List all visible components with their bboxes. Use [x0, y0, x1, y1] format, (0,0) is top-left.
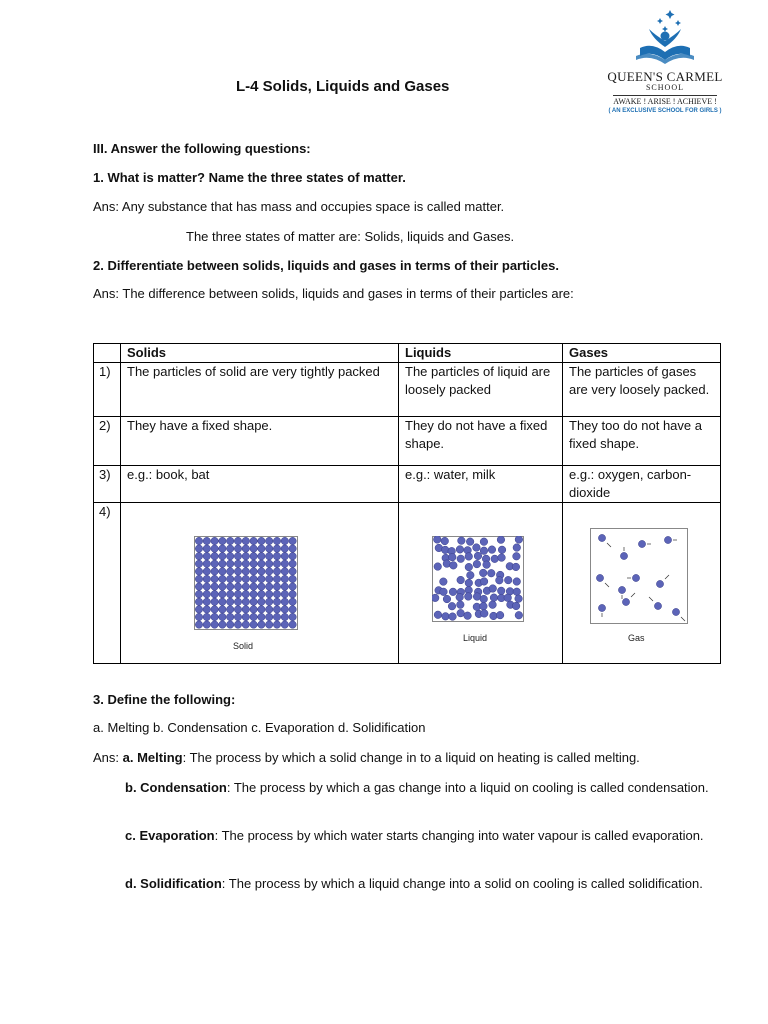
- liquid-particle: [483, 561, 491, 569]
- solid-particle: [242, 583, 249, 590]
- solid-particle: [203, 545, 210, 552]
- gas-particle: [672, 608, 679, 615]
- liquid-particle: [512, 563, 520, 571]
- solid-particle: [242, 545, 249, 552]
- solid-particle: [266, 583, 273, 590]
- solid-particle: [281, 621, 288, 628]
- solid-particle: [195, 575, 202, 582]
- solid-particle: [203, 568, 210, 575]
- solid-particle: [281, 591, 288, 598]
- solid-particle: [266, 568, 273, 575]
- solid-particle: [258, 537, 265, 544]
- gas-particles-illustration: [590, 528, 688, 624]
- liquid-particle: [480, 610, 488, 618]
- solid-particle: [219, 606, 226, 613]
- gas-cell: The particles of gases are very loosely packed.: [563, 363, 721, 417]
- solid-particle: [227, 621, 234, 628]
- definition-solidification: [125, 874, 715, 893]
- solid-particle: [273, 568, 280, 575]
- solid-particle: [258, 613, 265, 620]
- solid-particle: [234, 537, 241, 544]
- table-header-solids: Solids: [121, 344, 399, 363]
- solid-particle: [234, 568, 241, 575]
- liquid-particle: [490, 612, 498, 620]
- solid-particle: [234, 613, 241, 620]
- solid-particle: [234, 606, 241, 613]
- gas-particle: [654, 602, 661, 609]
- row-number: 3): [94, 466, 121, 503]
- solid-particle: [195, 545, 202, 552]
- solid-particle: [211, 583, 218, 590]
- solid-particle: [219, 560, 226, 567]
- question-3-items: a. Melting b. Condensation c. Evaporation d. Solidification: [93, 720, 426, 735]
- definition-text: : The process by which water starts changing into water vapour is called evaporation.: [214, 828, 704, 843]
- liquid-particle: [498, 546, 506, 554]
- solid-particle: [195, 591, 202, 598]
- liquid-particle: [458, 537, 466, 545]
- solid-particle: [211, 568, 218, 575]
- solid-particle: [227, 545, 234, 552]
- solid-particle: [203, 575, 210, 582]
- solid-particle: [219, 598, 226, 605]
- solid-particle: [250, 591, 257, 598]
- table-header-gases: Gases: [563, 344, 721, 363]
- definition-term: b. Condensation: [125, 780, 227, 795]
- solid-particle: [211, 575, 218, 582]
- solid-particle: [219, 537, 226, 544]
- solid-figure-label: Solid: [233, 641, 254, 651]
- solid-particle: [273, 560, 280, 567]
- answer-2: Ans: The difference between solids, liquids and gases in terms of their particles are:: [93, 286, 574, 301]
- definition-evaporation: [125, 826, 715, 845]
- page-title: L-4 Solids, Liquids and Gases: [236, 78, 450, 95]
- gas-figure-label: Gas: [628, 633, 645, 643]
- solid-particle: [273, 553, 280, 560]
- solid-particle: [195, 598, 202, 605]
- table-header-row: [94, 344, 721, 363]
- solid-particle: [289, 545, 296, 552]
- solid-particle: [281, 613, 288, 620]
- liquid-particle: [480, 547, 488, 555]
- liquid-particle: [488, 546, 496, 554]
- solid-cell: The particles of solid are very tightly packed: [121, 363, 399, 417]
- solid-particle: [266, 553, 273, 560]
- solid-particle: [227, 613, 234, 620]
- solid-particle: [195, 553, 202, 560]
- definition-text: : The process by which a solid change in to a liquid on heating is called melting.: [182, 750, 640, 765]
- liquid-particle: [441, 537, 449, 545]
- solid-particle: [250, 568, 257, 575]
- liquid-particle: [479, 569, 487, 577]
- solid-particle: [219, 568, 226, 575]
- solid-particle: [234, 583, 241, 590]
- liquid-particle: [513, 588, 521, 596]
- liquid-particle: [442, 613, 450, 621]
- solid-particle: [219, 583, 226, 590]
- liquid-particle: [457, 601, 465, 609]
- liquid-particle: [490, 594, 498, 602]
- table-header-num: [94, 344, 121, 363]
- solid-particle: [203, 621, 210, 628]
- liquid-particle: [496, 576, 504, 584]
- gas-particle: [638, 540, 645, 547]
- table-row: [94, 363, 721, 417]
- table-row: [94, 466, 721, 503]
- liquid-particle: [480, 578, 488, 586]
- solid-particle: [266, 575, 273, 582]
- question-1: 1. What is matter? Name the three states of matter.: [93, 170, 406, 185]
- solid-particle: [250, 575, 257, 582]
- liquid-particle: [491, 555, 499, 563]
- row-number: 2): [94, 417, 121, 466]
- gas-cell: e.g.: oxygen, carbon-dioxide: [563, 466, 721, 503]
- solid-particle: [203, 613, 210, 620]
- definition-text: : The process by which a liquid change into a solid on cooling is called solidification.: [221, 876, 703, 891]
- liquid-particle: [450, 562, 458, 570]
- liquid-particle: [464, 612, 472, 620]
- row-number: 4): [94, 503, 121, 664]
- solid-particle: [281, 606, 288, 613]
- liquid-particle: [443, 595, 451, 603]
- solid-particle: [258, 560, 265, 567]
- solid-particle: [234, 545, 241, 552]
- solid-particle: [289, 606, 296, 613]
- gas-particle: [618, 586, 625, 593]
- solid-particle: [211, 606, 218, 613]
- liquid-particle: [457, 609, 465, 617]
- solid-particle: [289, 560, 296, 567]
- solid-particle: [195, 621, 202, 628]
- liquid-particle: [473, 544, 481, 552]
- answer-prefix: Ans:: [93, 750, 120, 765]
- solid-particle: [273, 598, 280, 605]
- section-heading: III. Answer the following questions:: [93, 141, 311, 156]
- liquid-particle: [513, 578, 521, 586]
- solid-particle: [211, 545, 218, 552]
- liquid-particle: [449, 588, 457, 596]
- solid-particle: [258, 598, 265, 605]
- liquid-particle: [515, 536, 523, 543]
- solid-particle: [203, 537, 210, 544]
- solid-particle: [211, 553, 218, 560]
- solid-particle: [211, 560, 218, 567]
- solid-particle: [211, 598, 218, 605]
- liquid-particle: [433, 536, 441, 543]
- solid-particle: [227, 583, 234, 590]
- solid-particle: [211, 591, 218, 598]
- gas-particle: [598, 604, 605, 611]
- solid-particle: [281, 537, 288, 544]
- gas-figure-cell: [563, 503, 721, 664]
- solid-particle: [195, 613, 202, 620]
- liquid-particle: [473, 560, 481, 568]
- solid-particle: [219, 591, 226, 598]
- solid-particle: [258, 583, 265, 590]
- solid-particle: [266, 606, 273, 613]
- liquid-figure-cell: [399, 503, 563, 664]
- solid-particle: [250, 553, 257, 560]
- solid-particle: [273, 613, 280, 620]
- solid-particle: [195, 560, 202, 567]
- liquid-particle: [448, 602, 456, 610]
- solid-particle: [234, 621, 241, 628]
- liquid-particle: [489, 585, 497, 593]
- solid-particle: [289, 575, 296, 582]
- solid-particle: [211, 621, 218, 628]
- solid-particle: [250, 613, 257, 620]
- solid-particle: [242, 568, 249, 575]
- liquid-particle: [432, 594, 439, 602]
- solid-particle: [219, 575, 226, 582]
- liquid-cell: e.g.: water, milk: [399, 466, 563, 503]
- solid-particle: [250, 560, 257, 567]
- solid-particle: [273, 583, 280, 590]
- definition-term: a. Melting: [122, 750, 183, 765]
- school-logo: [596, 4, 734, 116]
- liquid-particle: [480, 538, 488, 546]
- solid-particle: [289, 583, 296, 590]
- solid-particle: [266, 598, 273, 605]
- liquid-particle: [515, 595, 523, 603]
- solid-particle: [273, 621, 280, 628]
- solid-particle: [242, 621, 249, 628]
- definition-text: : The process by which a gas change into a liquid on cooling is called condensation.: [226, 780, 709, 795]
- solid-particle: [258, 568, 265, 575]
- solid-particle: [273, 591, 280, 598]
- solid-particle: [258, 606, 265, 613]
- solid-particle: [266, 560, 273, 567]
- liquid-particle: [466, 538, 474, 546]
- liquid-particle: [448, 553, 456, 561]
- solid-particle: [281, 553, 288, 560]
- liquid-particle: [434, 563, 442, 571]
- solid-particle: [258, 545, 265, 552]
- solid-particle: [195, 568, 202, 575]
- solid-particle: [289, 568, 296, 575]
- solid-particle: [281, 545, 288, 552]
- solid-particle: [227, 591, 234, 598]
- definition-term: c. Evaporation: [125, 828, 215, 843]
- solid-particle: [289, 613, 296, 620]
- gas-particle: [664, 536, 671, 543]
- solid-particle: [234, 553, 241, 560]
- solid-particle: [281, 568, 288, 575]
- solid-particle: [211, 537, 218, 544]
- solid-particle: [219, 613, 226, 620]
- solid-particle: [258, 575, 265, 582]
- solid-particle: [219, 545, 226, 552]
- solid-particle: [281, 575, 288, 582]
- solid-particle: [250, 537, 257, 544]
- solid-particle: [242, 606, 249, 613]
- solid-particle: [219, 621, 226, 628]
- liquid-particle: [467, 571, 475, 579]
- solid-particles-illustration: [194, 536, 298, 630]
- definition-term: d. Solidification: [125, 876, 222, 891]
- solid-particle: [289, 537, 296, 544]
- solid-particle: [266, 591, 273, 598]
- liquid-particle: [496, 611, 504, 619]
- liquid-particle: [497, 587, 505, 595]
- solid-particle: [227, 598, 234, 605]
- solid-particle: [281, 598, 288, 605]
- liquid-particle: [487, 569, 495, 577]
- solid-particle: [289, 598, 296, 605]
- solid-particle: [250, 583, 257, 590]
- liquid-particle: [497, 536, 505, 544]
- gas-particle: [622, 598, 629, 605]
- solid-particle: [242, 560, 249, 567]
- liquid-particle: [489, 601, 497, 609]
- liquid-particle: [440, 578, 448, 586]
- liquid-particle: [504, 576, 512, 584]
- logo-school: SCHOOL: [645, 83, 684, 92]
- definition-melting: [93, 750, 640, 765]
- logo-tagline: ( AN EXCLUSIVE SCHOOL FOR GIRLS ): [608, 108, 722, 114]
- liquid-particle: [440, 588, 448, 596]
- definition-condensation: [125, 778, 715, 797]
- solid-particle: [203, 560, 210, 567]
- solid-particle: [203, 553, 210, 560]
- liquid-cell: They do not have a fixed shape.: [399, 417, 563, 466]
- solid-particle: [227, 575, 234, 582]
- liquid-particle: [513, 552, 521, 560]
- solid-particle: [289, 621, 296, 628]
- solid-particle: [227, 537, 234, 544]
- liquid-particle: [480, 602, 488, 610]
- solid-particle: [195, 537, 202, 544]
- solid-particle: [227, 568, 234, 575]
- liquid-particle: [465, 553, 473, 561]
- solid-cell: e.g.: book, bat: [121, 466, 399, 503]
- school-emblem-icon: [630, 4, 700, 70]
- solid-particle: [242, 598, 249, 605]
- solid-particle: [234, 560, 241, 567]
- question-3: 3. Define the following:: [93, 692, 236, 707]
- solid-particle: [250, 606, 257, 613]
- liquid-particle: [456, 593, 464, 601]
- solid-particle: [242, 613, 249, 620]
- gas-particle: [620, 552, 627, 559]
- solid-particle: [219, 553, 226, 560]
- solid-particle: [242, 575, 249, 582]
- solid-particle: [266, 621, 273, 628]
- liquid-particle: [504, 594, 512, 602]
- solid-particle: [195, 606, 202, 613]
- liquid-particle: [457, 576, 465, 584]
- row-number: 1): [94, 363, 121, 417]
- solid-particle: [203, 606, 210, 613]
- solid-particle: [203, 583, 210, 590]
- question-2: 2. Differentiate between solids, liquids and gases in terms of their particles.: [93, 258, 559, 273]
- liquid-particle: [449, 613, 457, 621]
- solid-particle: [227, 606, 234, 613]
- solid-particle: [250, 598, 257, 605]
- solid-cell: They have a fixed shape.: [121, 417, 399, 466]
- solid-figure-cell: [121, 503, 399, 664]
- liquid-particle: [498, 554, 506, 562]
- liquid-cell: The particles of liquid are loosely packed: [399, 363, 563, 417]
- liquid-particle: [434, 611, 442, 619]
- liquid-particle: [474, 552, 482, 560]
- solid-particle: [203, 591, 210, 598]
- solid-particle: [258, 591, 265, 598]
- solid-particle: [289, 553, 296, 560]
- solid-particle: [273, 606, 280, 613]
- liquid-figure-label: Liquid: [463, 633, 488, 643]
- solid-particle: [273, 545, 280, 552]
- solid-particle: [281, 560, 288, 567]
- figure-row: [94, 503, 721, 664]
- solid-particle: [242, 537, 249, 544]
- answer-1: Ans: Any substance that has mass and occupies space is called matter.: [93, 199, 505, 214]
- table-row: [94, 417, 721, 466]
- solid-particle: [258, 621, 265, 628]
- solid-particle: [281, 583, 288, 590]
- solid-particle: [273, 537, 280, 544]
- solid-particle: [234, 591, 241, 598]
- liquid-particle: [465, 563, 473, 571]
- liquid-particle: [512, 602, 520, 610]
- solid-particle: [258, 553, 265, 560]
- solid-particle: [211, 613, 218, 620]
- solid-particle: [227, 553, 234, 560]
- solid-particle: [234, 575, 241, 582]
- gas-particle: [656, 580, 663, 587]
- solid-particle: [250, 621, 257, 628]
- solid-particle: [273, 575, 280, 582]
- liquid-particles-illustration: [432, 536, 524, 622]
- answer-1-states: The three states of matter are: Solids, liquids and Gases.: [186, 229, 515, 244]
- solid-particle: [289, 591, 296, 598]
- solid-particle: [250, 545, 257, 552]
- solid-particle: [227, 560, 234, 567]
- solid-particle: [266, 537, 273, 544]
- gas-particle: [632, 574, 639, 581]
- liquid-particle: [464, 593, 472, 601]
- solid-particle: [195, 583, 202, 590]
- states-comparison-table: [93, 343, 721, 664]
- solid-particle: [234, 598, 241, 605]
- table-header-liquids: Liquids: [399, 344, 563, 363]
- logo-name: QUEEN'S CARMEL: [607, 69, 723, 84]
- liquid-particle: [480, 595, 488, 603]
- solid-particle: [242, 591, 249, 598]
- solid-particle: [266, 545, 273, 552]
- liquid-particle: [457, 555, 465, 563]
- solid-particle: [242, 553, 249, 560]
- gas-particle: [598, 534, 605, 541]
- logo-motto: AWAKE ! ARISE ! ACHIEVE !: [613, 97, 717, 106]
- liquid-particle: [513, 544, 521, 552]
- gas-particle: [596, 574, 603, 581]
- gas-cell: They too do not have a fixed shape.: [563, 417, 721, 466]
- liquid-particle: [515, 611, 523, 619]
- solid-particle: [203, 598, 210, 605]
- liquid-particle: [465, 579, 473, 587]
- solid-particle: [266, 613, 273, 620]
- liquid-particle: [456, 546, 464, 554]
